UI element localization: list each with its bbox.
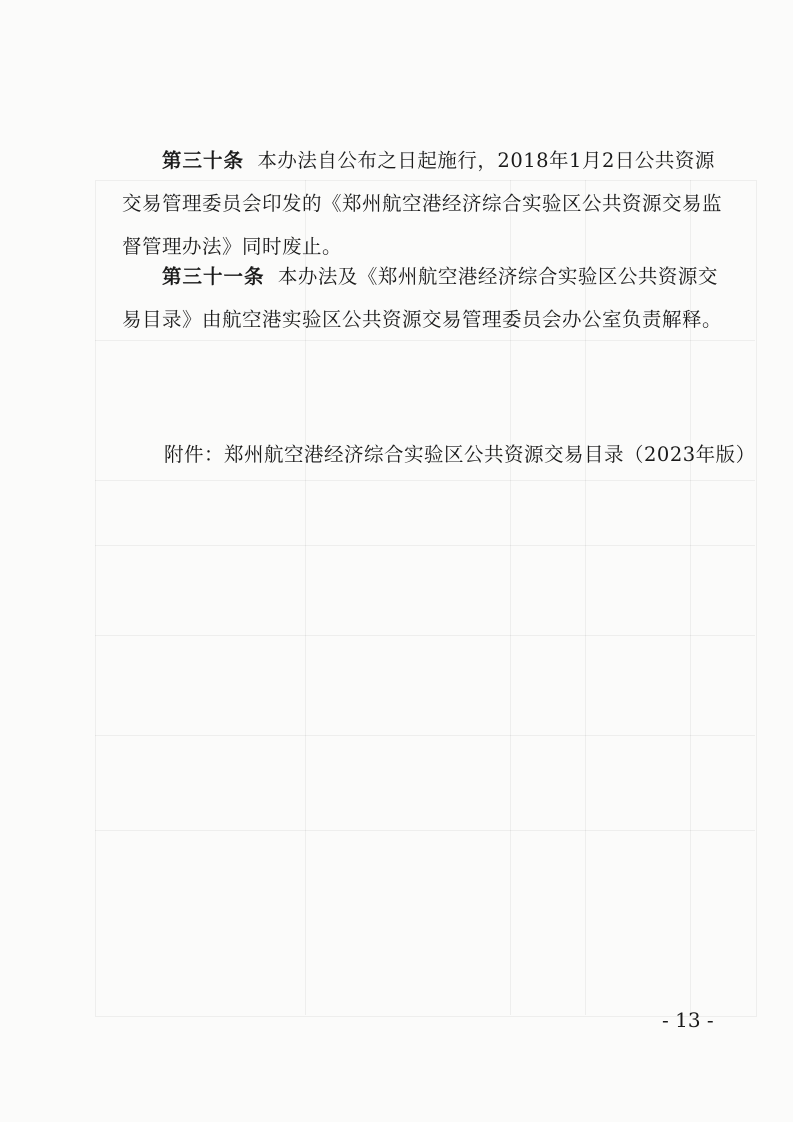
bleed-through-line — [95, 735, 755, 736]
article-31-text: 本办法及《郑州航空港经济综合实验区公共资源交易目录》由航空港实验区公共资源交易管理委员会办公室负责解释。 — [122, 265, 723, 331]
attachment-line: 附件：郑州航空港经济综合实验区公共资源交易目录（2023年版） — [164, 443, 756, 466]
article-30-paragraph — [122, 139, 722, 268]
article-31-label: 第三十一条 — [162, 265, 265, 288]
article-30-label: 第三十条 — [162, 149, 245, 172]
article-30-text: 本办法自公布之日起施行，2018年1月2日公共资源交易管理委员会印发的《郑州航空港经济综合实验区公共资源交易监督管理办法》同时废止。 — [122, 149, 723, 258]
article-31-paragraph — [122, 255, 722, 341]
page-number: - 13 - — [662, 1008, 714, 1032]
bleed-through-line — [95, 545, 755, 546]
bleed-through-line — [95, 480, 755, 481]
bleed-through-line — [95, 830, 755, 831]
bleed-through-line — [95, 635, 755, 636]
